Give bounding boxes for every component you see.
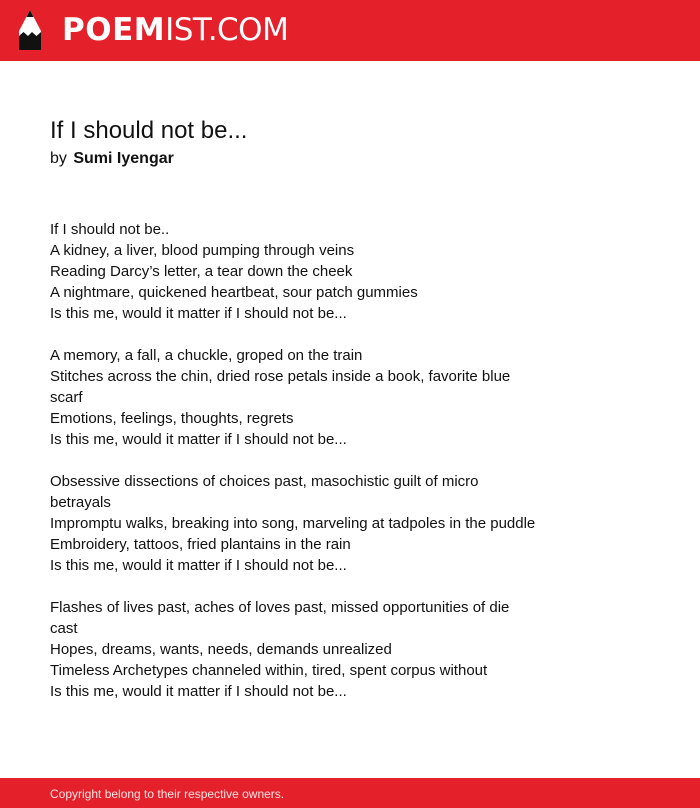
stanza	[50, 471, 670, 576]
poem-body	[50, 219, 670, 702]
pencil-icon[interactable]	[18, 9, 42, 51]
site-footer	[0, 778, 700, 808]
poem-line: scarf	[50, 389, 83, 406]
poem-line: Reading Darcy’s letter, a tear down the cheek	[50, 263, 353, 280]
poem-line: A memory, a fall, a chuckle, groped on the train	[50, 347, 363, 364]
brand-light: IST.COM	[165, 12, 289, 48]
poem-line: A nightmare, quickened heartbeat, sour patch gummies	[50, 284, 418, 301]
poem-line: Emotions, feelings, thoughts, regrets	[50, 410, 294, 427]
poem-line: If I should not be..	[50, 221, 170, 238]
by-label: by	[50, 150, 67, 167]
stanza	[50, 597, 670, 702]
brand-bold: POEM	[62, 12, 166, 48]
poem-line: Is this me, would it matter if I should not be...	[50, 557, 347, 574]
poem-line: betrayals	[50, 494, 111, 511]
poem-title: If I should not be...	[50, 117, 248, 144]
byline	[50, 149, 174, 169]
poem-line: Hopes, dreams, wants, needs, demands unrealized	[50, 641, 392, 658]
poem-line: A kidney, a liver, blood pumping through veins	[50, 242, 355, 259]
poem-line: Flashes of lives past, aches of loves past, missed opportunities of die	[50, 599, 510, 616]
poem-line: Stitches across the chin, dried rose petals inside a book, favorite blue	[50, 368, 511, 385]
copyright-notice: Copyright belong to their respective owners.	[50, 787, 285, 801]
stanza	[50, 219, 670, 324]
poem-line: cast	[50, 620, 78, 637]
author-name: Sumi Iyengar	[73, 150, 174, 167]
poem-line: Is this me, would it matter if I should not be...	[50, 431, 347, 448]
poem-line: Impromptu walks, breaking into song, marveling at tadpoles in the puddle	[50, 515, 536, 532]
poem-line: Is this me, would it matter if I should not be...	[50, 305, 347, 322]
site-logo[interactable]	[62, 12, 288, 48]
stanza	[50, 345, 670, 450]
site-header	[0, 0, 700, 61]
poem-line: Is this me, would it matter if I should not be...	[50, 683, 347, 700]
poem-line: Embroidery, tattoos, fried plantains in the rain	[50, 536, 351, 553]
poem-line: Timeless Archetypes channeled within, tired, spent corpus without	[50, 662, 488, 679]
poem-line: Obsessive dissections of choices past, masochistic guilt of micro	[50, 473, 479, 490]
